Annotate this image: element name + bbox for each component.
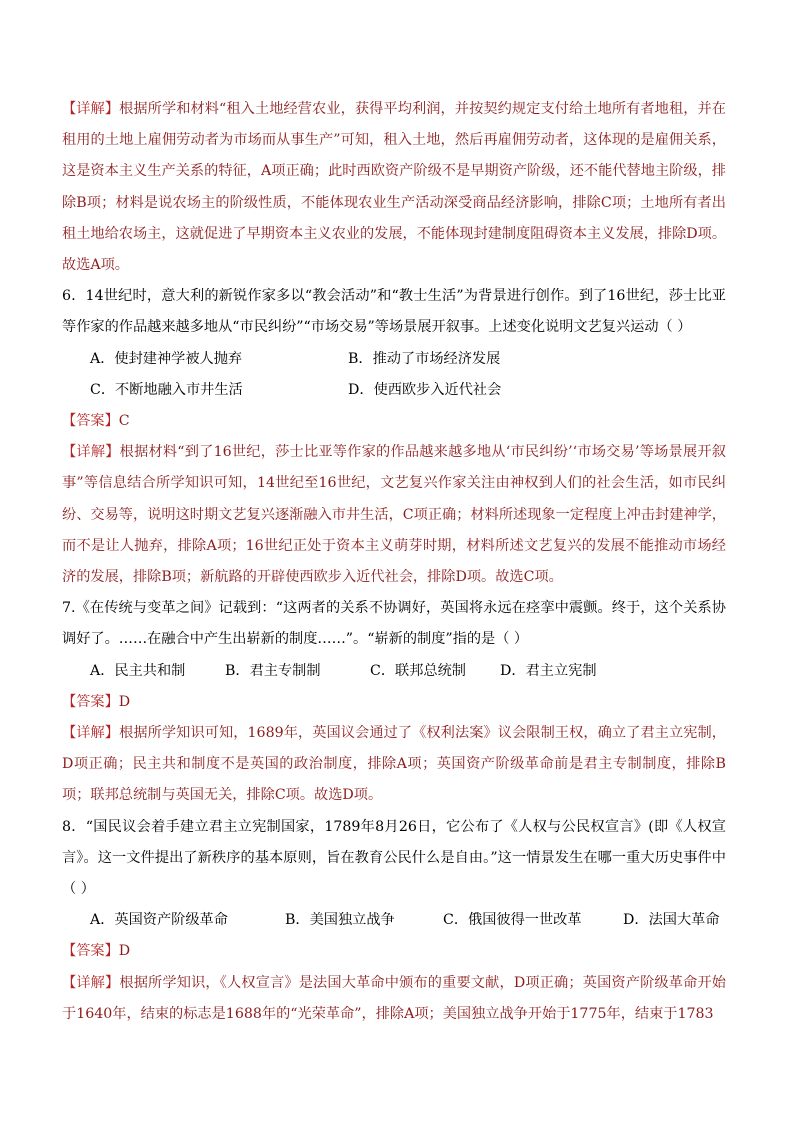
detail-tag: 【详解】 (62, 725, 120, 742)
q8-answer (62, 936, 726, 967)
q6-answer-value: C (118, 413, 130, 430)
q5-detail-text: 根据所学和材料“租入土地经营农业，获得平均利润，并按契约规定支付给土地所有者地租，并在租用的土地上雇佣劳动者为市场而从事生产”可知，租入土地，然后再雇佣劳动者，这体现的是雇佣关系，这是资本主义生产关系的特征，A项正确；此时西欧资产阶级不是早期资产阶级，还不能代替地主阶级，排除B项；材料是说农场主的阶级性质，不能体现农业生产活动深受商品经济影响，排除C项；土地所有者出租土地给农场主，这就促进了早期资本主义农业的发展，不能体现封建制度阻碍资本主义发展，排除D项。故选A项。 (62, 101, 727, 274)
q6-detail (62, 437, 726, 593)
answer-tag: 【答案】 (62, 413, 119, 430)
q8-detail (62, 968, 726, 1030)
q7-option-a: A．民主共和制 (90, 662, 186, 679)
q6-options-row1 (62, 344, 726, 375)
q7-stem: 7.《在传统与变革之间》记载到：“这两者的关系不协调好，英国将永远在痉挛中震颤。终于，这个关系协调好了。……在融合中产生出崭新的制度……”。“崭新的制度”指的是（ ） (62, 600, 726, 648)
detail-tag: 【详解】 (62, 444, 120, 461)
q7-answer (62, 687, 726, 718)
q8-option-a: A．英国资产阶级革命 (90, 912, 228, 929)
q6-detail-text: 根据材料“到了16世纪，莎士比亚等作家的作品越来越多地从‘市民纠纷’‘市场交易’等场景展开叙事”等信息结合所学知识可知，14世纪至16世纪，文艺复兴作家关注由神权到人们的社会生活，如市民纠纷、交易等，说明这时期文艺复兴逐渐融入市井生活，C项正确；材料所述现象一定程度上冲击封建神学，而不是让人抛弃，排除A项；16世纪正处于资本主义萌芽时期，材料所述文艺复兴的发展不能推动市场经济的发展，排除B项；新航路的开辟使西欧步入近代社会，排除D项。故选C项。 (62, 444, 726, 586)
q7-option-b: B．君主专制制 (225, 662, 321, 679)
q5-detail (62, 94, 726, 281)
q6-stem: 6．14世纪时，意大利的新锐作家多以“教会活动”和“教士生活”为背景进行创作。到了16世纪，莎士比亚等作家的作品越来越多地从“市民纠纷”“市场交易”等场景展开叙事。上述变化说明文艺复兴运动（ ） (62, 288, 726, 336)
q6-option-b: B．推动了市场经济发展 (348, 350, 501, 367)
q6-option-d: D．使西欧步入近代社会 (348, 381, 502, 398)
q6-options-row2 (62, 375, 726, 406)
q7-option-d: D．君主立宪制 (500, 662, 597, 679)
q6-option-a: A．使封建神学被人抛弃 (90, 350, 243, 367)
answer-tag: 【答案】 (62, 943, 119, 960)
q8-answer-value: D (118, 943, 131, 960)
detail-tag: 【详解】 (62, 101, 120, 117)
q7-options (62, 656, 726, 687)
q6-answer (62, 406, 726, 437)
q8-option-c: C．俄国彼得一世改革 (443, 912, 582, 929)
q8-option-d: D．法国大革命 (623, 912, 720, 929)
q8-option-b: B．美国独立战争 (285, 912, 395, 929)
q8-detail-text: 根据所学知识，《人权宣言》是法国大革命中颁布的重要文献，D项正确；英国资产阶级革命开始于1640年，结束的标志是1688年的“光荣革命”，排除A项；美国独立战争开始于1775年，结束于1783 (62, 974, 726, 1022)
q7-detail (62, 718, 726, 812)
q6-option-c: C．不断地融入市井生活 (90, 381, 243, 398)
answer-tag: 【答案】 (62, 693, 119, 710)
document-page (62, 94, 726, 1030)
q7-answer-value: D (118, 693, 131, 710)
q8-options (62, 905, 726, 936)
q7-option-c: C．联邦总统制 (370, 662, 466, 679)
q7-detail-text: 根据所学知识可知，1689年，英国议会通过了《权利法案》议会限制王权，确立了君主立宪制，D项正确；民主共和制度不是英国的政治制度，排除A项；英国资产阶级革命前是君主专制制度，排除B项；联邦总统制与英国无关，排除C项。故选D项。 (62, 725, 726, 804)
q8-stem: 8．“国民议会着手建立君主立宪制国家，1789年8月26日，它公布了《人权与公民权宣言》(即《人权宣言》。这一文件提出了新秩序的基本原则，旨在教育公民什么是自由。”这一情景发生在哪一重大历史事件中（ ） (62, 818, 726, 898)
detail-tag: 【详解】 (62, 974, 120, 991)
